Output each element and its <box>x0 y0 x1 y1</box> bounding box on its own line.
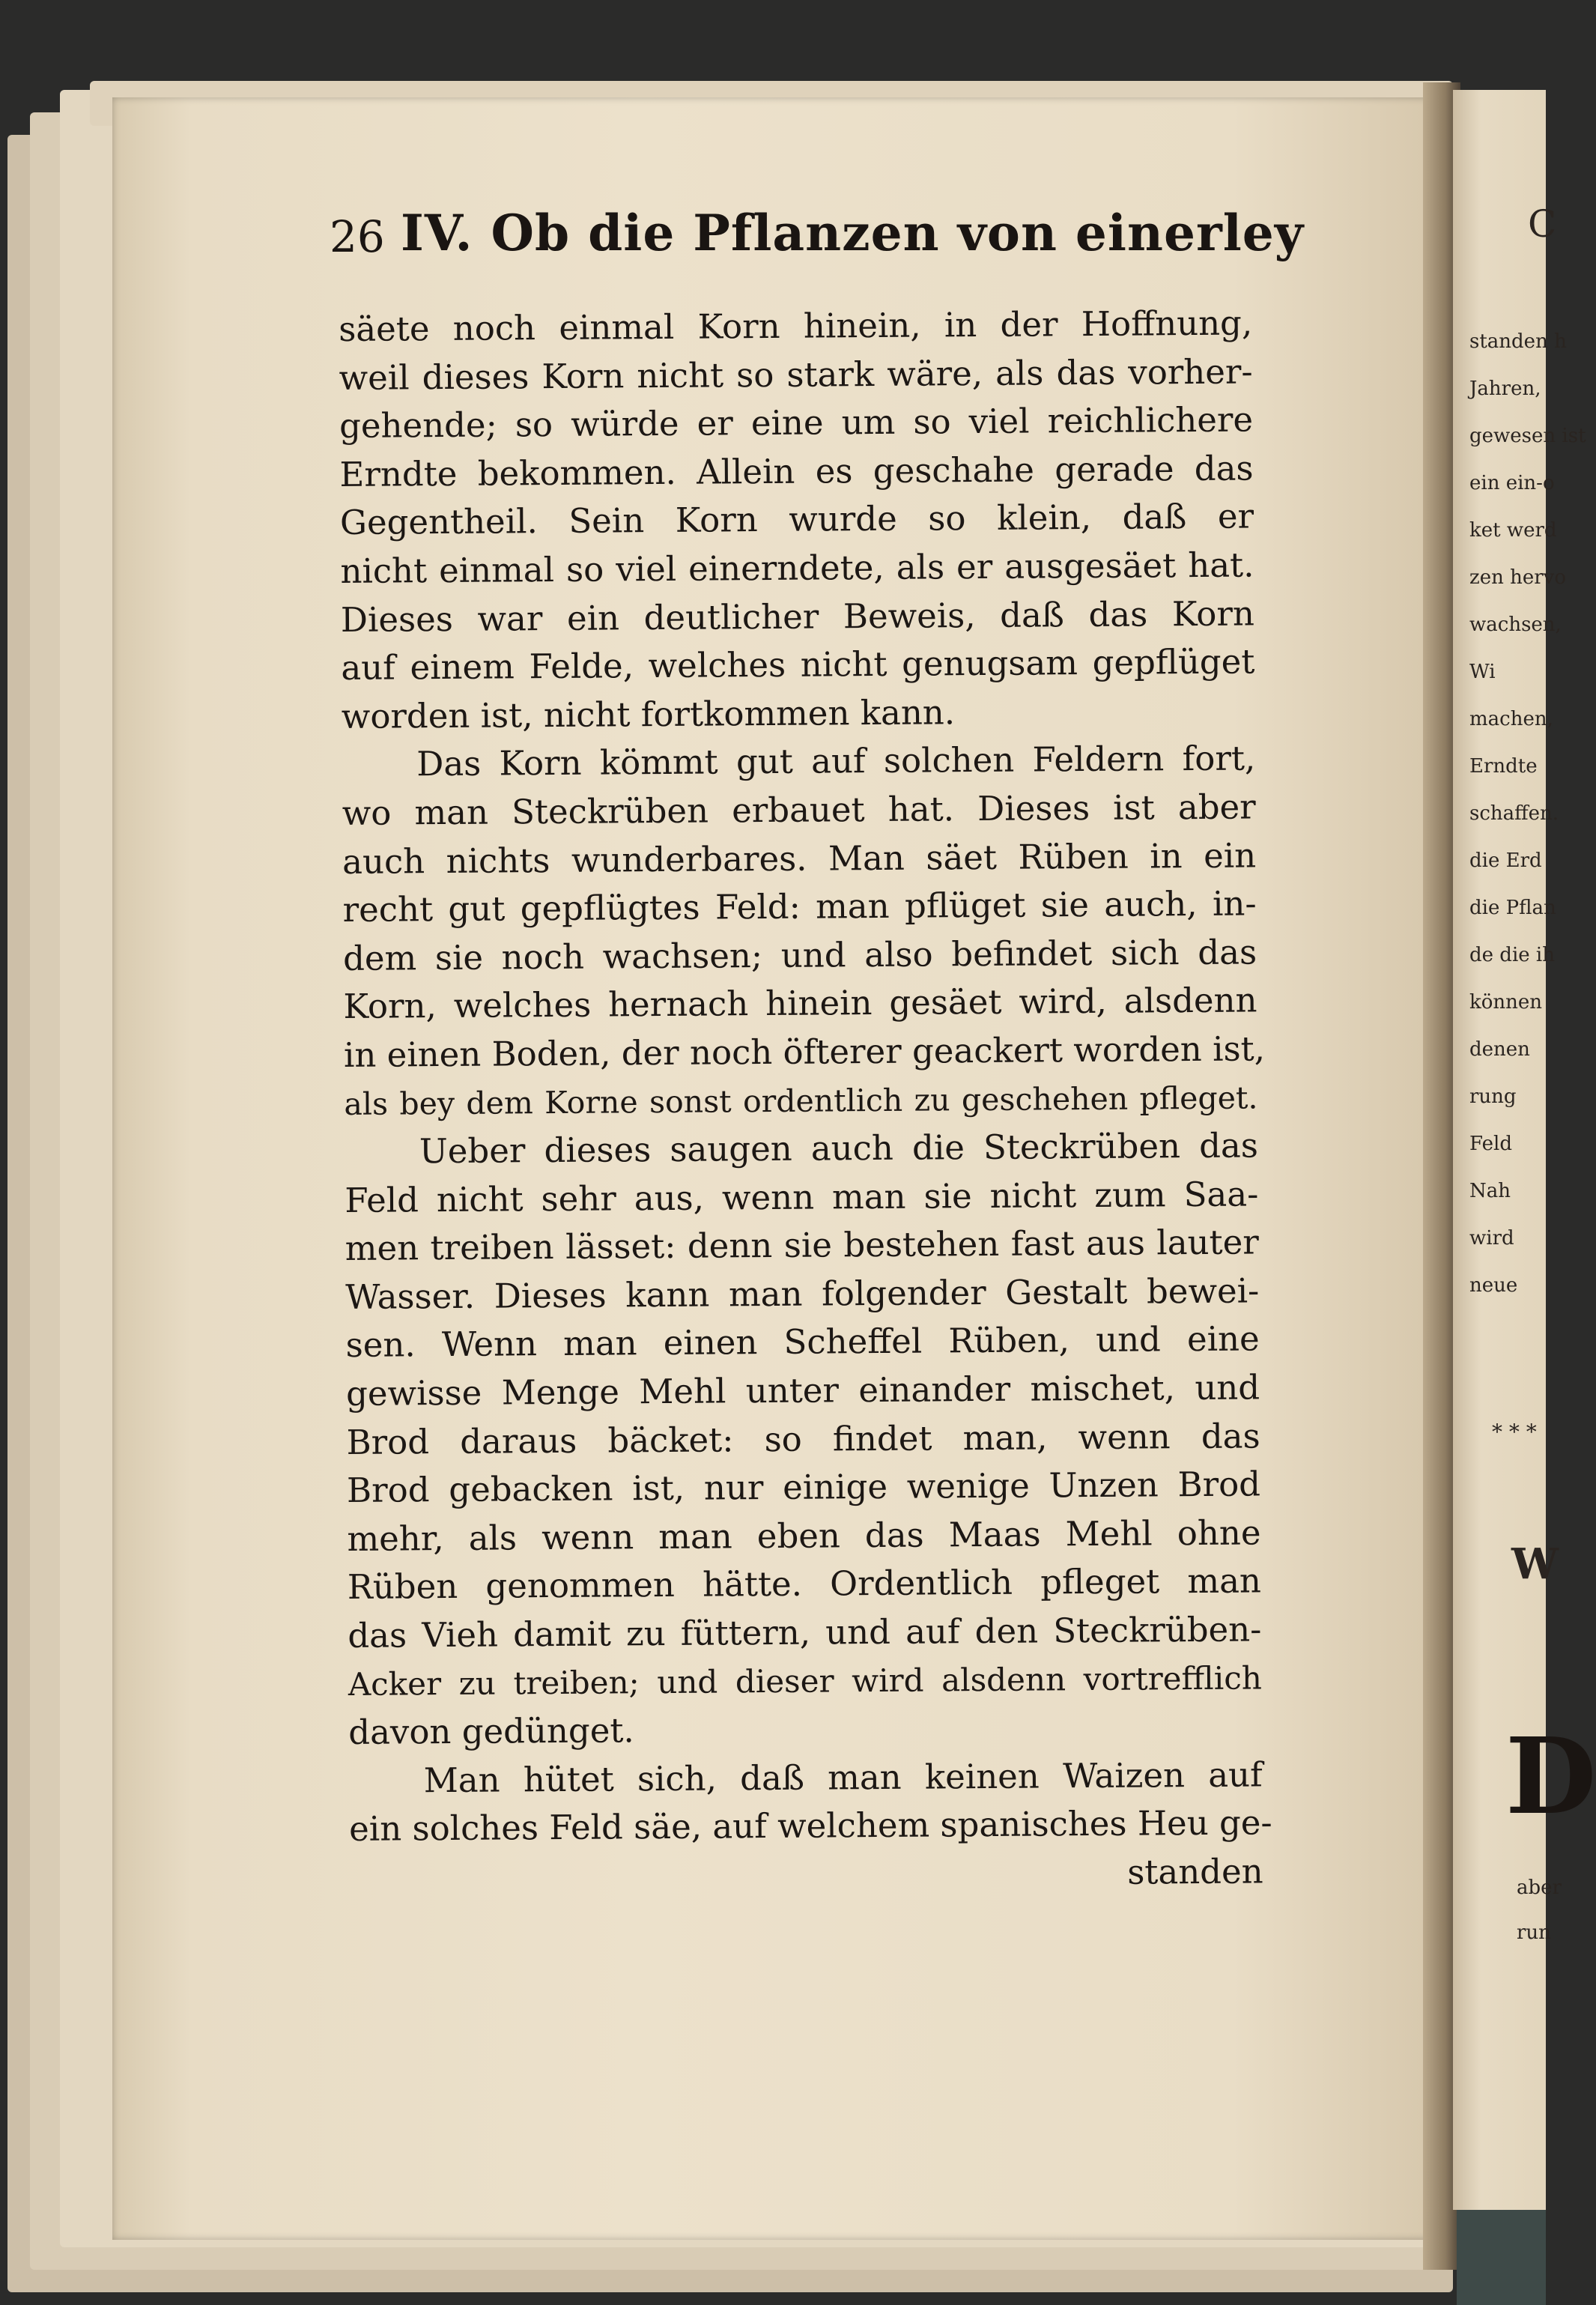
text-line: worden ist, nicht fortkommen kann. <box>341 692 956 736</box>
text-line: auf einem Felde, welches nicht genugsam gepflüget <box>341 641 1255 688</box>
text-line: wo man Steckrüben erbauet hat. Dieses ist aber <box>342 787 1256 833</box>
text-line: auch nichts wunderbares. Man säet Rüben in ein <box>342 835 1257 882</box>
text-line: Rüben genommen hätte. Ordentlich pfleget man <box>347 1560 1262 1608</box>
text-line: Feld nicht sehr aus, wenn man sie nicht zum Saa- <box>345 1174 1259 1220</box>
text-line: men treiben lässet: denn sie bestehen fast aus lauter <box>345 1222 1259 1269</box>
text-fragment: Feld <box>1469 1133 1512 1155</box>
text-line: säete noch einmal Korn hinein, in der Hoffnung, <box>339 303 1253 349</box>
text-line: Dieses war ein deutlicher Beweis, daß das Korn <box>340 593 1255 640</box>
text-fragment: Nah <box>1469 1180 1511 1202</box>
book-cover-edge <box>1457 2210 1546 2305</box>
section-stars: * * * <box>1492 1420 1537 1444</box>
text-fragment: Wi <box>1469 661 1496 683</box>
paragraph <box>339 299 1255 741</box>
text-fragment: wachsen, <box>1469 614 1562 636</box>
text-fragment: aber <box>1517 1877 1562 1899</box>
page-number: 26 <box>330 211 385 262</box>
text-line: sen. Wenn man einen Scheffel Rüben, und eine <box>345 1318 1260 1366</box>
paragraph <box>342 735 1266 1128</box>
text-fragment: ein ein-o <box>1469 472 1555 494</box>
text-line: das Vieh damit zu füttern, und auf den Steckrüben- <box>348 1609 1262 1656</box>
text-fragment: run <box>1517 1921 1551 1944</box>
text-fragment: gewesen ist <box>1469 425 1586 447</box>
text-fragment: standen h <box>1469 330 1567 353</box>
text-line: Man hütet sich, daß man keinen Waizen auf <box>423 1754 1263 1801</box>
right-page-tail <box>1517 1865 1562 1955</box>
text-line: davon gedünget. <box>348 1710 634 1753</box>
text-line: Acker zu treiben; und dieser wird alsdenn vortrefflich <box>348 1659 1262 1703</box>
text-fragment: de die ih <box>1469 944 1555 966</box>
text-fragment: wird <box>1469 1227 1514 1250</box>
background-cover <box>0 0 1546 82</box>
text-line: ein solches Feld säe, auf welchem spanisches Heu ge- <box>349 1802 1272 1850</box>
text-fragment: rung <box>1469 1085 1517 1108</box>
text-fragment: können <box>1469 991 1543 1014</box>
text-line: nicht einmal so viel einerndete, als er ausgesäet hat. <box>340 545 1254 591</box>
text-fragment: ket werd <box>1469 519 1557 542</box>
text-line: Korn, welches hernach hinein gesäet wird, alsdenn <box>343 980 1257 1027</box>
text-line: dem sie noch wachsen; und also befindet sich das <box>342 932 1257 978</box>
text-fragment: die Pflan <box>1469 897 1556 919</box>
page-header <box>330 196 1303 279</box>
text-line: gewisse Menge Mehl unter einander mischet, und <box>345 1367 1260 1414</box>
catchword: standen <box>1127 1851 1263 1892</box>
text-line: Brod gebacken ist, nur einige wenige Unzen Brod <box>346 1464 1261 1511</box>
paragraph <box>345 1122 1263 1757</box>
ornament-letter: W <box>1511 1539 1559 1589</box>
drop-initial: D <box>1505 1715 1596 1838</box>
text-fragment: Erndte <box>1469 755 1538 778</box>
text-line: mehr, als wenn man eben das Maas Mehl ohne <box>347 1512 1261 1559</box>
body-text <box>339 299 1272 1902</box>
text-line: in einen Boden, der noch öfterer geackert worden ist, <box>343 1029 1266 1075</box>
text-line: Erndte bekommen. Allein es geschahe gerade das <box>339 448 1254 494</box>
text-fragment: Jahren, <box>1469 378 1541 400</box>
text-fragment: schaffen. <box>1469 802 1559 825</box>
text-line: weil dieses Korn nicht so stark wäre, als das vorher- <box>339 351 1253 398</box>
running-head: IV. Ob die Pflanzen von einerley <box>401 204 1305 262</box>
text-fragment: machen, <box>1469 708 1553 730</box>
text-line: Brod daraus bäcket: so findet man, wenn das <box>346 1416 1260 1462</box>
text-line: Gegentheil. Sein Korn wurde so klein, daß er <box>339 496 1254 543</box>
right-page-text <box>1469 318 1586 1309</box>
text-line: gehende; so würde er eine um so viel reichlichere <box>339 399 1254 446</box>
text-fragment: denen <box>1469 1038 1530 1061</box>
right-page-head: C <box>1528 202 1557 246</box>
text-fragment: die Erd <box>1469 849 1542 872</box>
text-fragment: neue <box>1469 1274 1518 1297</box>
text-line: Ueber dieses saugen auch die Steckrüben das <box>419 1125 1259 1172</box>
text-line: als bey dem Korne sonst ordentlich zu geschehen pfleget. <box>344 1079 1258 1122</box>
text-line: recht gut gepflügtes Feld: man pflüget sie auch, in- <box>342 883 1257 930</box>
text-fragment: zen hervo <box>1469 566 1566 589</box>
paragraph <box>349 1751 1272 1854</box>
text-line: Wasser. Dieses kann man folgender Gestalt bewei- <box>345 1270 1260 1317</box>
text-line: Das Korn kömmt gut auf solchen Feldern fort, <box>416 738 1256 784</box>
